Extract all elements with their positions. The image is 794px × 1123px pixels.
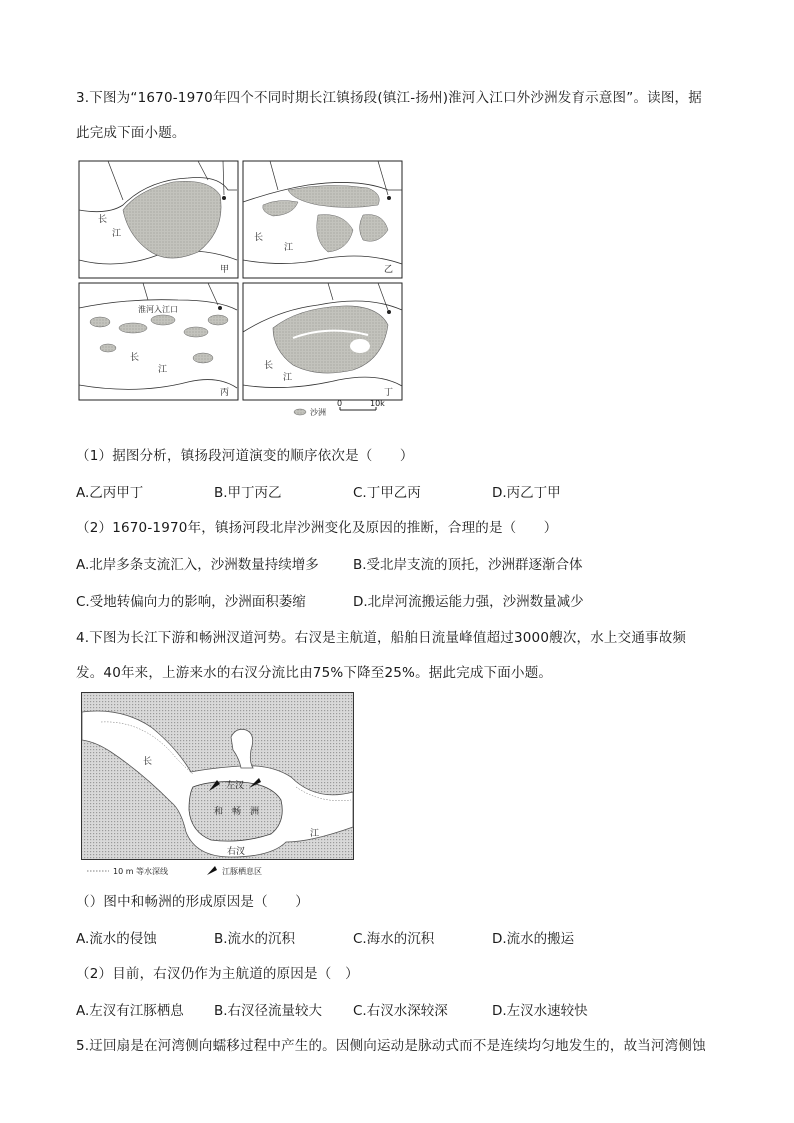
q3-sub1-option-d[interactable]: D.丙乙丁甲 [492,485,561,501]
q4-sub1-option-d[interactable]: D.流水的搬运 [492,931,575,947]
q3-sub2-option-b[interactable]: B.受北岸支流的顶托，沙洲群逐渐合体 [353,557,583,573]
q4-label-island-2: 畅 [232,807,242,817]
q3-sub1-option-b[interactable]: B.甲丁丙乙 [214,485,282,501]
scale-zero: 0 [337,399,343,408]
panel-bing [79,283,238,400]
q4-legend-dolphin: 江豚栖息区 [222,867,262,876]
q4-river-figure [81,692,355,878]
panel-yi [243,161,402,278]
panel-ding-river-char-1: 长 [264,361,274,371]
q4-stem-line-1: 4.下图为长江下游和畅洲汊道河势。右汊是主航道，船舶日流量峰值超过3000艘次，水上交通事故频 [76,630,687,646]
panel-bing-river-char-2: 江 [158,365,168,375]
panel-bing-inlet-label: 淮河入江口 [138,305,178,314]
q4-stem-line-2: 发。40年来，上游来水的右汊分流比由75%下降至25%。据此完成下面小题。 [76,665,553,681]
q3-sub1-option-a[interactable]: A.乙丙甲丁 [76,485,144,501]
q5-stem-line-1: 5.迂回扇是在河湾侧向蠕移过程中产生的。因侧向运动是脉动式而不是连续均匀地发生的，故当河湾侧蚀 [76,1038,706,1054]
q3-sub2-question: （2）1670-1970年，镇扬河段北岸沙洲变化及原因的推断，合理的是（ ） [76,520,558,536]
q4-label-chang: 长 [143,757,153,767]
panel-bing-river-char-1: 长 [130,353,140,363]
panel-yi-river-char-2: 江 [284,243,294,253]
panel-yi-label: 乙 [384,265,394,275]
q4-label-left-branch: 左汊 [226,781,245,791]
q3-sandbar-figure [78,160,408,422]
legend-sandbar-label: 沙洲 [310,408,326,417]
q3-sub2-option-d[interactable]: D.北岸河流搬运能力强，沙洲数量减少 [353,594,584,610]
q4-label-jiang: 江 [310,829,320,839]
q3-stem-line-2: 此完成下面小题。 [76,125,186,141]
panel-jia-label: 甲 [220,265,230,275]
q4-sub2-question: （2）目前，右汊仍作为主航道的原因是（ ） [76,966,359,982]
q3-sub1-option-c[interactable]: C.丁甲乙丙 [353,485,421,501]
scale-end: 10k [370,399,385,408]
q4-sub2-option-d[interactable]: D.左汊水速较快 [492,1003,588,1019]
q4-sub2-option-c[interactable]: C.右汊水深较深 [353,1003,448,1019]
q4-label-island-3: 洲 [250,807,260,817]
q3-sub2-option-a[interactable]: A.北岸多条支流汇入，沙洲数量持续增多 [76,557,319,573]
q4-sub1-option-c[interactable]: C.海水的沉积 [353,931,435,947]
panel-jia-river-char-2: 江 [112,229,122,239]
panel-ding-river-char-2: 江 [283,373,293,383]
panel-ding [243,283,402,400]
panel-bing-label: 丙 [220,388,230,398]
panel-yi-river-char-1: 长 [254,233,264,243]
panel-ding-label: 丁 [384,388,394,398]
q4-sub2-option-a[interactable]: A.左汊有江豚栖息 [76,1003,184,1019]
q4-sub1-option-a[interactable]: A.流水的侵蚀 [76,931,157,947]
q3-stem-line-1: 3.下图为“1670-1970年四个不同时期长江镇扬段(镇江-扬州)淮河入江口外沙洲发育示意图”。读图，据 [76,90,702,106]
q4-label-right-branch: 右汊 [227,847,246,857]
q4-legend-contour: 10 m 等水深线 [113,867,169,876]
q3-sub2-option-c[interactable]: C.受地转偏向力的影响，沙洲面积萎缩 [76,594,306,610]
panel-jia-river-char-1: 长 [98,215,108,225]
q4-sub1-option-b[interactable]: B.流水的沉积 [214,931,296,947]
q4-sub2-option-b[interactable]: B.右汊径流量较大 [214,1003,323,1019]
q4-sub1-question: （）图中和畅洲的形成原因是（ ） [76,894,309,910]
q4-label-island-1: 和 [214,807,224,817]
panel-jia [79,161,238,278]
q3-legend [294,399,385,417]
q3-sub1-question: （1）据图分析，镇扬段河道演变的顺序依次是（ ） [76,448,414,464]
